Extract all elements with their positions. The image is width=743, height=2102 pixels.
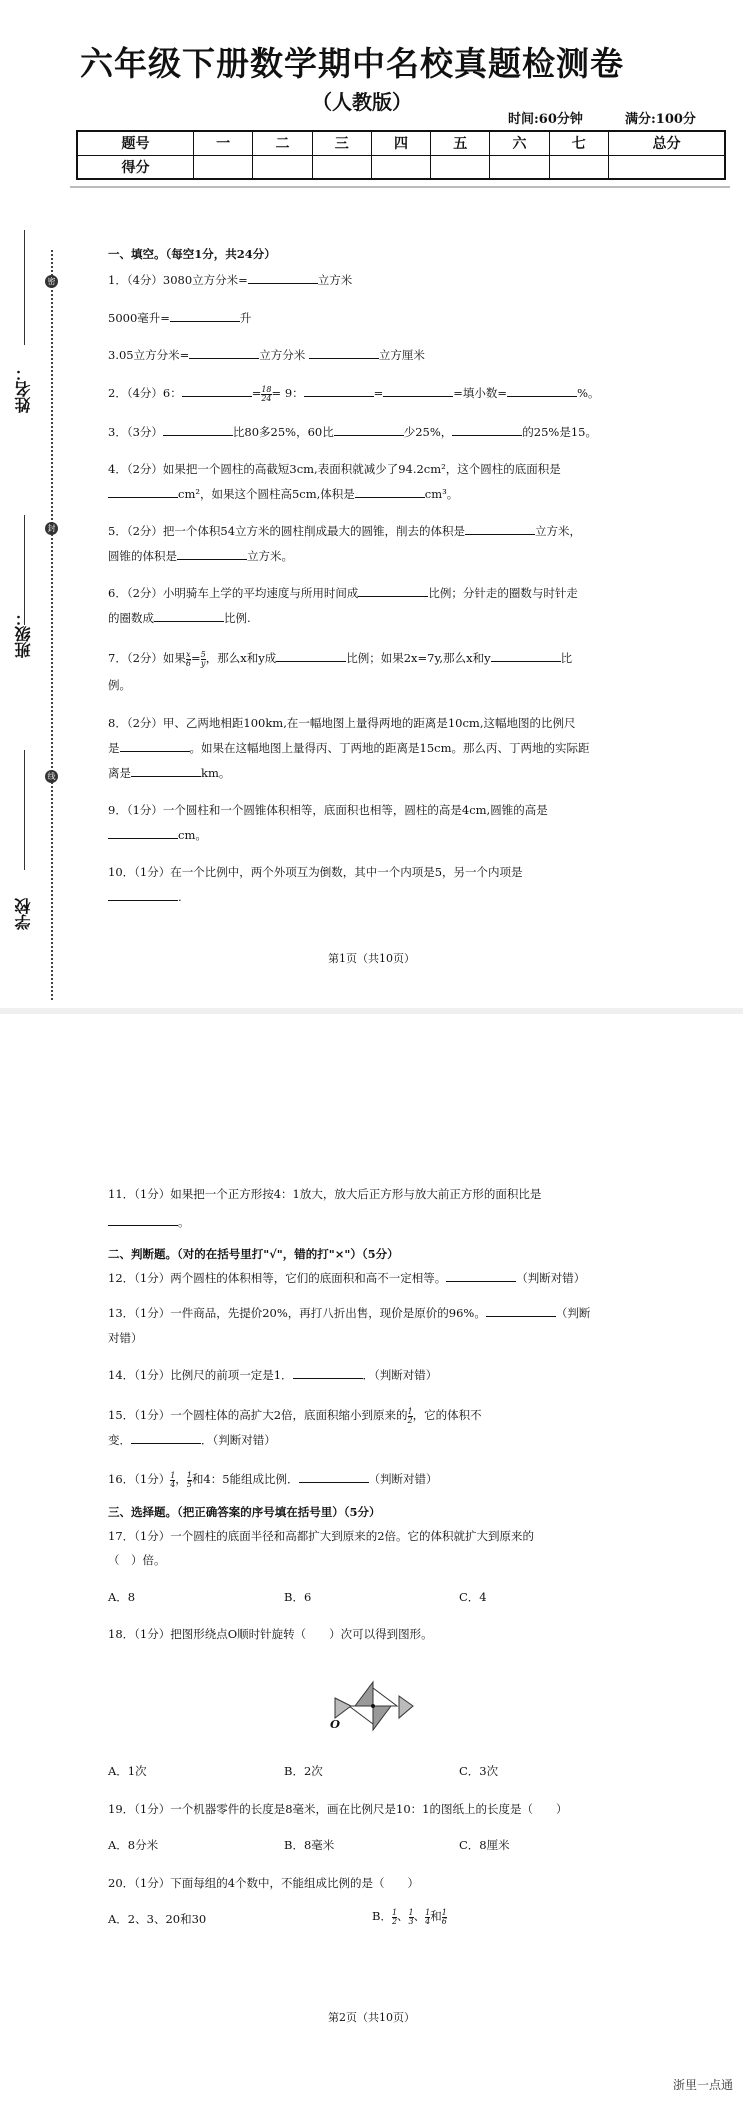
q16-a: 16．（1分） [108,1472,171,1486]
question-15-line1 [108,1407,482,1425]
score-header-cell: 五 [431,131,490,155]
exam-time: 时间:60分钟 [508,112,583,127]
q1c-unit: 立方厘米 [378,348,425,362]
fraction-numerator: 1 [391,1907,398,1917]
score-header-cell: 七 [549,131,608,155]
binding-dotted-line [51,250,53,1000]
answer-blank [120,740,190,752]
exam-page-2 [0,1014,743,2102]
q3-b: 少25%， [403,425,453,439]
q1a-unit: 立方米 [317,273,353,287]
question-5-line2 [108,548,293,564]
q1a-text: 1．（4分）3080立方分米= [108,273,248,287]
fraction-denominator: 2 [391,1916,398,1926]
score-row-label: 得分 [77,155,194,179]
answer-blank [163,424,233,436]
q8-l3a: 离是 [108,766,131,780]
answer-blank [131,1432,201,1444]
small-triangle [335,1698,351,1718]
fraction-numerator: 1 [425,1907,431,1917]
question-9-line1: 9．（1分）一个圆柱和一个圆锥体积相等，底面积也相等，圆柱的高是4cm,圆锥的高是 [108,803,548,817]
q19-option-a: A．8分米 [108,1838,159,1852]
score-header-cell: 总分 [608,131,725,155]
fraction-denominator: 6 [185,658,191,668]
small-triangle [399,1696,413,1718]
q15-l1b: ，它的体积不 [412,1408,482,1422]
q15-text: 15．（1分）一个圆柱体的高扩大2倍，底面积缩小到原来的 [108,1408,408,1422]
fraction-numerator: 1 [186,1470,192,1480]
answer-blank [177,548,247,560]
pinwheel-blade [349,1706,373,1724]
question-9-line2 [108,827,207,843]
q20-b-label: B． [372,1909,392,1923]
answer-blank [304,385,374,397]
q20-b-and: 和 [430,1909,442,1923]
score-header-cell: 六 [490,131,549,155]
question-7-line1 [108,650,572,668]
score-header-cell: 三 [312,131,371,155]
q3-start: 3．（3分） [108,425,163,439]
name-write-line [24,230,25,345]
q4-l2b: cm³。 [424,487,459,501]
q5-l2a: 圆锥的体积是 [108,549,177,563]
question-4-line2 [108,486,458,502]
question-1a [108,272,352,288]
exam-full-score: 满分:100分 [625,112,696,127]
fraction-denominator: 5 [186,1479,192,1489]
answer-blank [446,1270,516,1282]
page-footer: 第2页（共10页） [328,2011,415,2024]
score-cell [312,155,371,179]
seal-circle-mi: 密 [45,275,58,288]
answer-blank [358,585,428,597]
q2-mid: = 9： [271,386,304,400]
answer-blank [108,486,178,498]
q14-text: 14．（1分）比例尺的前项一定是1． [108,1368,293,1382]
q7-b: ，那么x和y成 [205,651,277,665]
q16-sep: ， [175,1472,187,1486]
q7-eq: = [190,651,201,665]
answer-blank [131,765,201,777]
q6-l1b: 比例；分针走的圈数与时针走 [428,586,578,600]
q3-end: 的25%是15。 [522,425,597,439]
watermark-text: 浙里一点通 [672,2078,733,2092]
question-8-line2 [108,740,589,756]
q1b-unit: 升 [239,311,252,325]
answer-blank [355,486,425,498]
answer-blank [248,272,318,284]
answer-blank [383,385,453,397]
question-6-line1 [108,585,578,601]
question-17-line2: （ ）倍。 [108,1553,166,1567]
score-table [76,130,726,180]
score-cell [253,155,312,179]
q5-l2b: 立方米。 [247,549,293,563]
exam-page-1 [0,0,743,1008]
fraction-numerator: 1 [441,1907,447,1917]
q8-l2a: 是 [108,741,120,755]
score-cell [194,155,253,179]
q9-l2: cm。 [178,828,207,842]
score-header-cell: 四 [371,131,430,155]
answer-blank [108,827,178,839]
answer-blank [293,1367,363,1379]
question-10-line2 [108,889,182,905]
q8-l2b: 。如果在这幅地图上量得丙、丁两地的距离是15cm。那么丙、丁两地的实际距 [189,741,590,755]
q20-option-a: A．2、3、20和30 [108,1912,207,1926]
q3-a: 比80多25%，60比 [232,425,334,439]
point-o-label: O [330,1717,341,1731]
fraction-18-24 [261,386,271,403]
q13-text: 13．（1分）一件商品，先提价20%，再打八折出售，现价是原价的96%。 [108,1306,486,1320]
question-8-line3 [108,765,230,781]
answer-blank [334,424,404,436]
page-footer: 第1页（共10页） [328,952,415,965]
q2-eq: = [251,386,262,400]
question-2 [108,385,600,403]
q19-option-b: B．8毫米 [284,1838,335,1852]
question-14 [108,1367,437,1383]
q11-l2: 。 [178,1215,190,1229]
q4-l2a: cm²，如果这个圆柱高5cm,体积是 [178,487,355,501]
table-divider [70,186,730,188]
q2-dec: =填小数= [453,386,508,400]
question-20: 20．（1分）下面每组的4个数中，不能组成比例的是（ ） [108,1876,420,1890]
fraction-denominator: 2 [407,1415,413,1425]
q17-option-b: B．6 [284,1590,312,1604]
question-13-line1 [108,1305,590,1321]
question-19: 19．（1分）一个机器零件的长度是8毫米，画在比例尺是10：1的图纸上的长度是（ ） [108,1802,568,1816]
q10-l2: . [178,890,182,904]
fraction-denominator: 6 [441,1916,447,1926]
rotation-center-point [371,1704,375,1708]
fraction-numerator: 1 [407,1406,413,1416]
fraction-numerator: x [186,649,191,659]
q12-end: （判断对错） [516,1271,586,1285]
fraction-1-6 [442,1909,447,1926]
answer-blank [309,347,379,359]
question-13-line2: 对错） [108,1331,143,1345]
q1b-text: 5000毫升= [108,311,170,325]
fraction-numerator: 1 [170,1470,176,1480]
score-cell [490,155,549,179]
score-table-score-row [77,155,725,179]
q17-option-a: A．8 [108,1590,136,1604]
fraction-denominator: 24 [261,393,272,403]
fraction-numerator: 18 [261,384,272,394]
q5-l1a: 5．（2分）把一个体积54立方米的圆柱削成最大的圆锥，削去的体积是 [108,524,466,538]
school-label: 学校 [14,898,33,930]
question-11-line2 [108,1214,190,1230]
answer-blank [486,1305,556,1317]
q1c-mid: 立方分米 [259,348,306,362]
q13-end: （判断 [555,1306,591,1320]
question-3 [108,424,597,440]
score-cell [371,155,430,179]
answer-blank [465,523,535,535]
score-cell [431,155,490,179]
q18-option-b: B．2次 [284,1764,323,1778]
q2-start: 2．（4分）6： [108,386,182,400]
class-label: 班级： [14,610,33,658]
q15-l2b: ．（判断对错） [201,1433,276,1447]
q20-option-b: B． $\frac{1}{2}$ 、 $\frac{1}{3}$ 、 $\frac{1}{4}$ 和 $\frac{1}{6}$ [372,1907,447,1926]
pinwheel-blade [355,1682,373,1706]
q1c-text: 3.05立方分米= [108,348,190,362]
q2-end: %。 [577,386,600,400]
question-6-line2 [108,610,251,626]
q19-option-c: C．8厘米 [459,1838,510,1852]
fraction-denominator: 3 [408,1916,414,1926]
q7-c: 比例；如果2x=7y,那么x和y [346,651,491,665]
question-15-line2 [108,1432,276,1448]
answer-blank [170,310,240,322]
class-write-line [24,515,25,625]
question-8-line1: 8．（2分）甲、乙两地相距100km,在一幅地图上量得两地的距离是10cm,这幅地图的比例尺 [108,716,576,730]
answer-blank [108,1214,178,1226]
q6-l1a: 6．（2分）小明骑车上学的平均速度与所用时间成 [108,586,359,600]
question-1c [108,347,425,363]
answer-blank [491,650,561,662]
fraction-1-2 [392,1909,397,1926]
q15-l2a: 变． [108,1433,131,1447]
fraction-numerator: 5 [200,649,206,659]
q5-l1b: 立方米， [535,524,582,538]
answer-blank [507,385,577,397]
q18-option-c: C．3次 [459,1764,499,1778]
score-header-cell: 二 [253,131,312,155]
name-label: 姓名： [14,365,33,413]
fraction-1-3 [409,1909,414,1926]
exam-title: 六年级下册数学期中名校真题检测卷 [80,44,624,83]
question-5-line1 [108,523,581,539]
q8-l3b: km。 [201,766,231,780]
answer-blank [299,1471,369,1483]
fraction-denominator: y [200,658,206,668]
q14-end: ．（判断对错） [362,1368,438,1382]
score-cell [608,155,725,179]
q16-b: 和4：5能组成比例． [191,1472,299,1486]
question-4-line1: 4．（2分）如果把一个圆柱的高截短3cm,表面积就减少了94.2cm²，这个圆柱的底面积是 [108,462,561,476]
pinwheel-blade [373,1706,391,1730]
question-11-line1: 11．（1分）如果把一个正方形按4：1放大，放大后正方形与放大前正方形的面积比是 [108,1187,542,1201]
section-3-heading: 三、选择题。（把正确答案的序号填在括号里）（5分） [108,1505,381,1519]
school-write-line [24,750,25,870]
seal-circle-xian: 线 [45,770,58,783]
question-17-line1: 17．（1分）一个圆柱的底面半径和高都扩大到原来的2倍。它的体积就扩大到原来的 [108,1529,535,1543]
q6-l2a: 的圈数成 [108,611,154,625]
pinwheel-blade [373,1688,397,1706]
score-cell [549,155,608,179]
exam-subtitle: （人教版） [312,90,412,114]
answer-blank [189,347,259,359]
question-10-line1: 10．（1分）在一个比例中，两个外项互为倒数，其中一个内项是5，另一个内项是 [108,865,523,879]
seal-circle-feng: 封 [45,522,58,535]
q6-l2b: 比例. [224,611,251,625]
section-2-heading: 二、判断题。（对的在括号里打"√"，错的打"×"）（5分） [108,1247,399,1261]
question-12 [108,1270,585,1286]
fraction-denominator: 4 [425,1916,431,1926]
answer-blank [154,610,224,622]
score-table-header-row [77,131,725,155]
question-1b [108,310,251,326]
q18-option-a: A．1次 [108,1764,147,1778]
section-1-heading: 一、填空。（每空1分，共24分） [108,247,276,261]
answer-blank [452,424,522,436]
question-18: 18．（1分）把图形绕点O顺时针旋转（ ）次可以得到图形。 [108,1627,433,1641]
answer-blank [108,889,178,901]
question-16 [108,1471,438,1489]
score-header-cell: 一 [194,131,253,155]
q7-a: 7．（2分）如果 [108,651,186,665]
q7-d: 比 [560,651,573,665]
answer-blank [276,650,346,662]
q17-option-c: C．4 [459,1590,487,1604]
score-header-cell: 题号 [77,131,194,155]
answer-blank [182,385,252,397]
q16-end: （判断对错） [368,1472,438,1486]
q2-eq2: = [373,386,384,400]
question-7-line2: 例。 [108,678,131,692]
fraction-denominator: 4 [170,1479,176,1489]
q12-text: 12．（1分）两个圆柱的体积相等，它们的底面积和高不一定相等。 [108,1271,447,1285]
fraction-numerator: 1 [408,1907,414,1917]
